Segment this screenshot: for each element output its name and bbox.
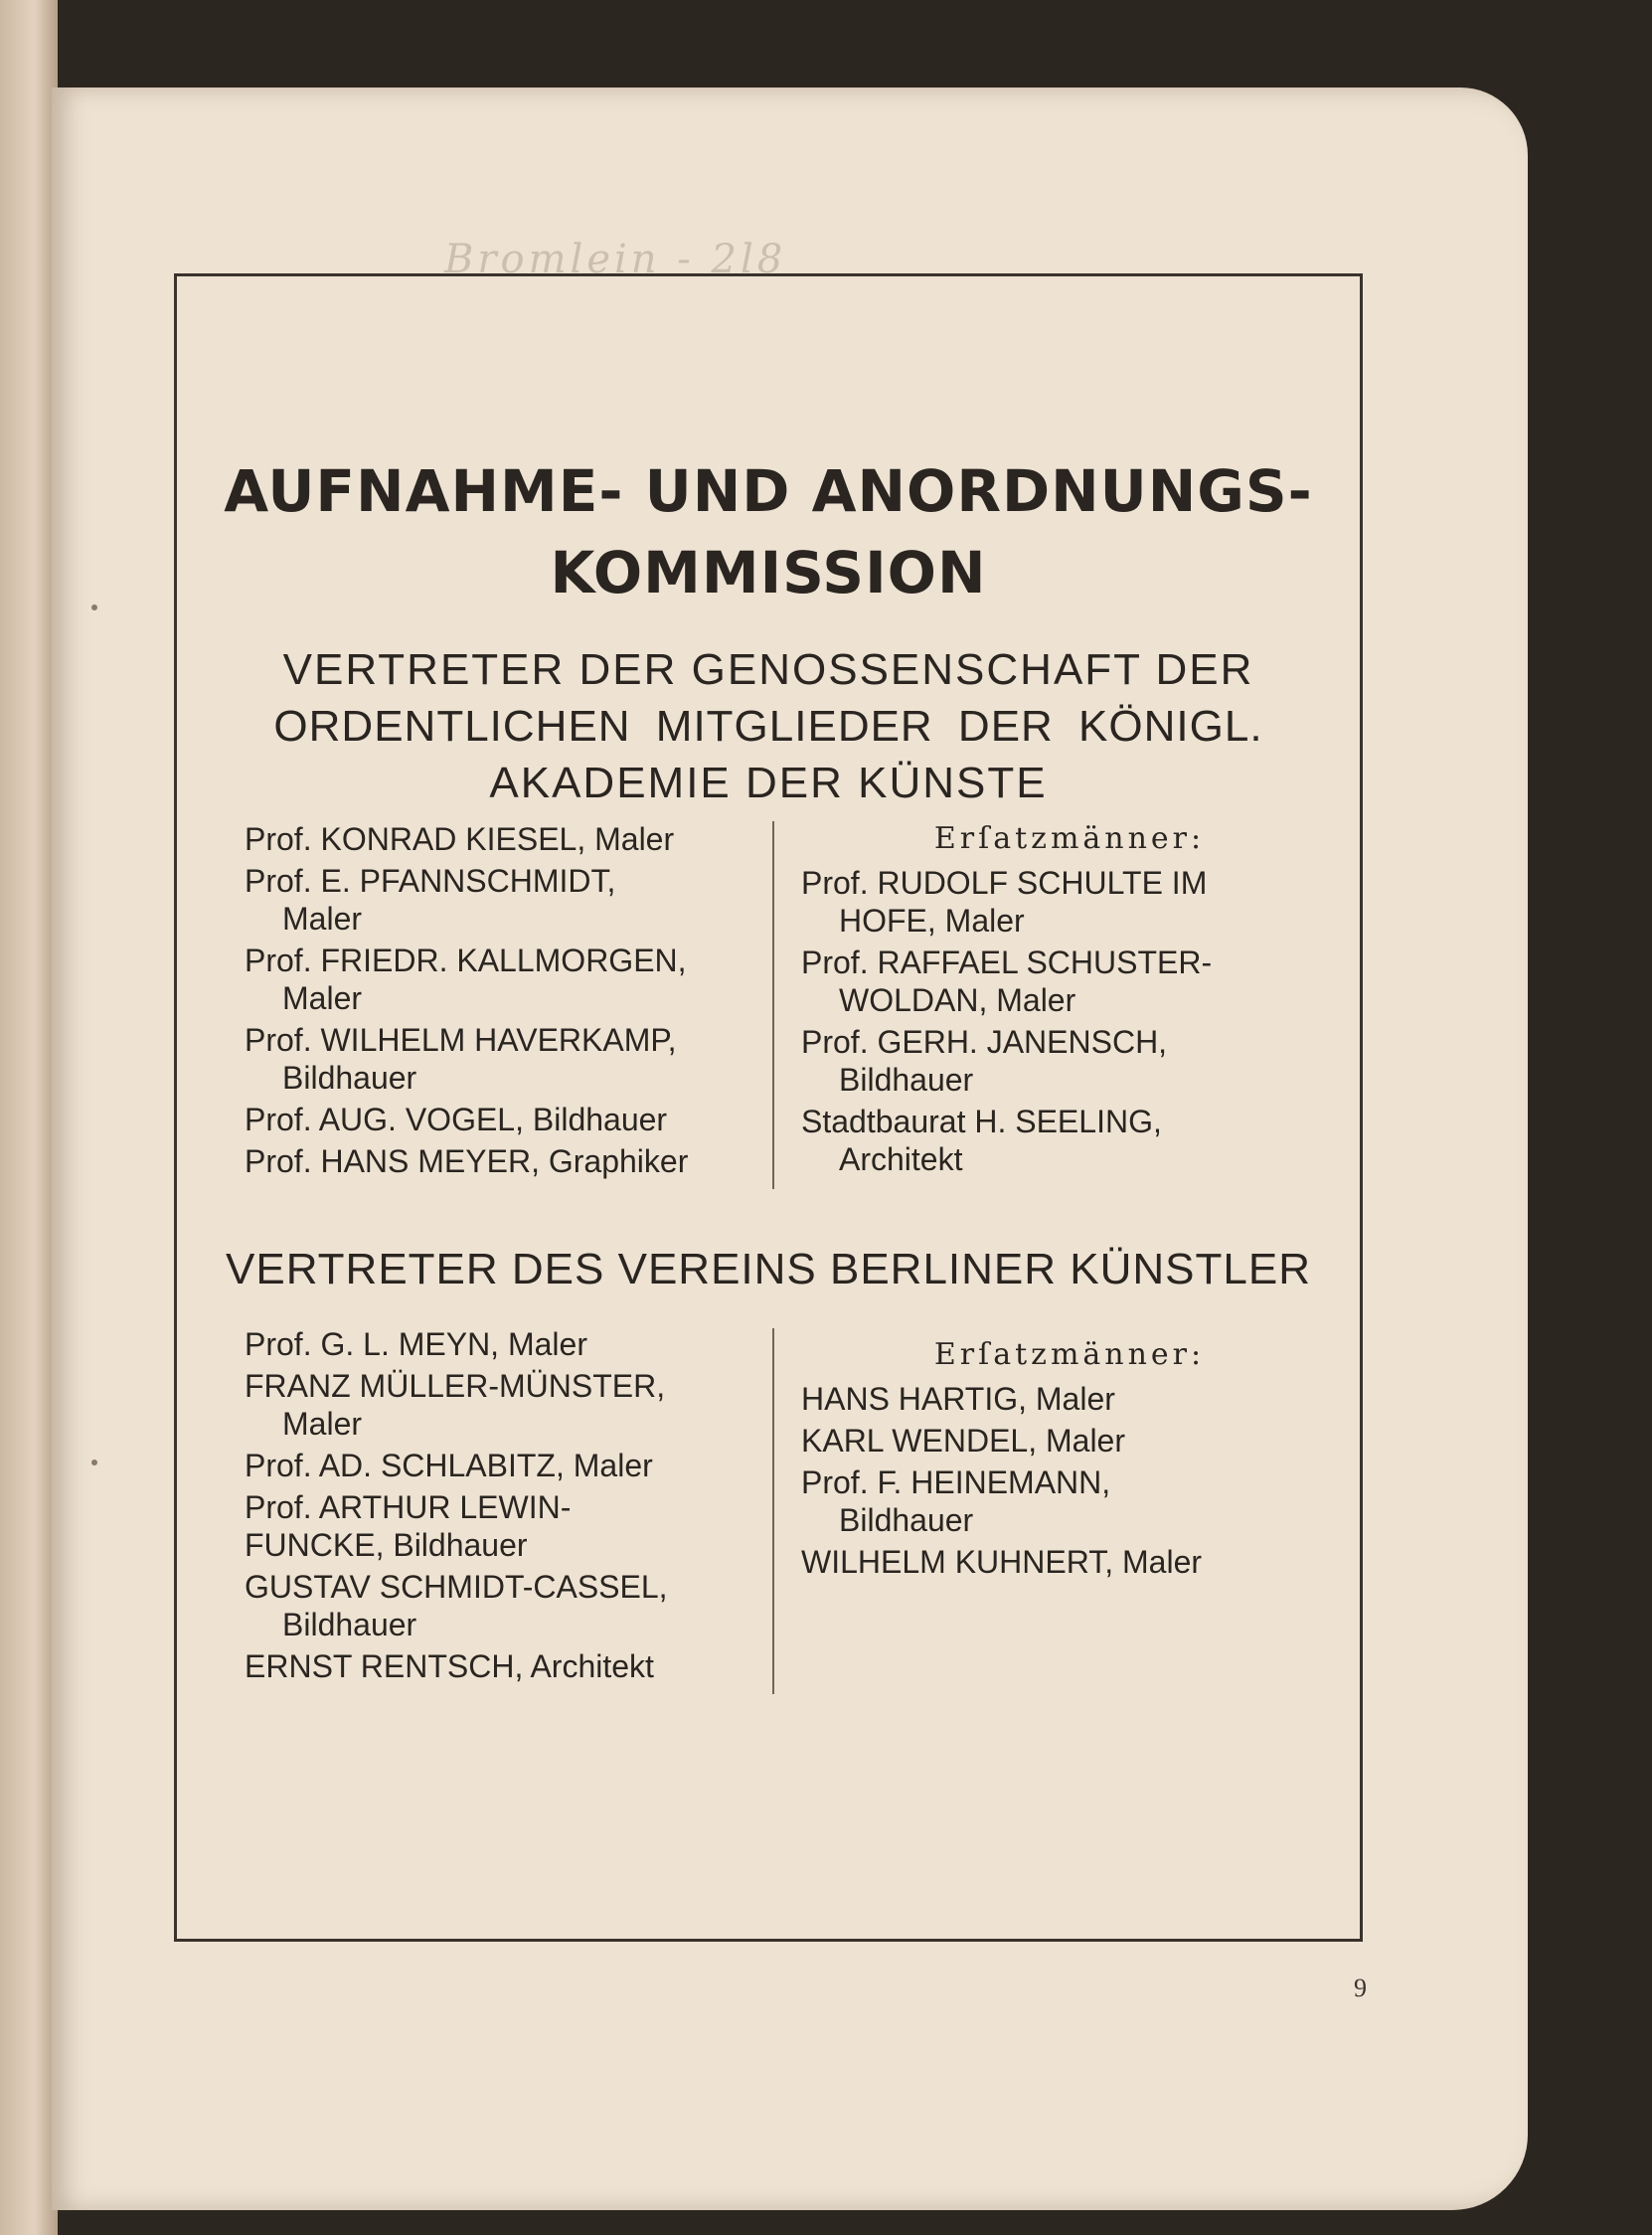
member-entry	[245, 1647, 761, 1685]
ersatz-entry	[801, 1422, 1338, 1460]
member-name: FRANZ MÜLLER-MÜNSTER,	[245, 1368, 666, 1404]
ersatz-entry	[801, 864, 1338, 940]
ersatz-role: Bildhauer	[839, 1502, 974, 1538]
member-name: Prof. KONRAD KIESEL, Maler	[245, 821, 675, 857]
member-entry	[245, 862, 761, 938]
section1-title	[177, 641, 1360, 811]
member-name: Prof. AD. SCHLABITZ, Maler	[245, 1448, 653, 1483]
ersatz-name: Prof. RUDOLF SCHULTE IM	[801, 865, 1208, 901]
member-entry	[245, 1101, 761, 1138]
content-frame	[174, 273, 1363, 1942]
section1-title-line: ORDENTLICHEN MITGLIEDER DER KÖNIGL.	[273, 702, 1263, 751]
member-name: Prof. AUG. VOGEL, Bildhauer	[245, 1102, 668, 1137]
section2-ersatz	[801, 1336, 1338, 1585]
ersatz-label: Erſatzmänner:	[933, 821, 1206, 856]
member-name: Prof. FRIEDR. KALLMORGEN,	[245, 943, 687, 978]
member-entry	[245, 1568, 761, 1643]
page-number: 9	[1354, 1974, 1367, 2002]
ersatz-name: Prof. GERH. JANENSCH,	[801, 1024, 1168, 1060]
ersatz-entry	[801, 944, 1338, 1019]
member-name: Prof. G. L. MEYN, Maler	[245, 1326, 587, 1362]
ersatz-name: Prof. RAFFAEL SCHUSTER-	[801, 945, 1213, 980]
member-role: Maler	[282, 980, 363, 1016]
member-entry	[245, 1142, 761, 1180]
member-name: Prof. E. PFANNSCHMIDT,	[245, 863, 616, 899]
ersatz-label: Erſatzmänner:	[933, 1337, 1206, 1372]
member-entry	[245, 820, 761, 858]
ersatz-entry	[801, 1103, 1338, 1178]
ersatz-name: WILHELM KUHNERT, Maler	[801, 1544, 1203, 1580]
main-heading-line: AUFNAHME- UND ANORDNUNGS-	[224, 457, 1313, 525]
member-name: Prof. HANS MEYER, Graphiker	[245, 1143, 689, 1179]
section1-title-line: AKADEMIE DER KÜNSTE	[489, 759, 1048, 807]
column-divider	[772, 1328, 774, 1694]
ersatz-name: KARL WENDEL, Maler	[801, 1423, 1125, 1459]
handwritten-note: Bromlein - 2l8	[444, 237, 787, 282]
member-role: Bildhauer	[282, 1060, 417, 1096]
member-role: Maler	[282, 1406, 363, 1442]
member-entry	[245, 1021, 761, 1097]
column-divider	[772, 821, 774, 1189]
member-entry	[245, 1325, 761, 1363]
section1-title-line: VERTRETER DER GENOSSENSCHAFT DER	[282, 645, 1254, 694]
ersatz-name: HANS HARTIG, Maler	[801, 1381, 1115, 1417]
member-role: FUNCKE, Bildhauer	[245, 1527, 528, 1563]
section1-ersatz	[801, 820, 1338, 1182]
adjacent-page-edge	[0, 0, 58, 2235]
member-name: ERNST RENTSCH, Architekt	[245, 1648, 654, 1684]
member-entry	[245, 1447, 761, 1484]
section2-members	[245, 1325, 761, 1689]
section2-title: VERTRETER DES VEREINS BERLINER KÜNSTLER	[226, 1245, 1311, 1293]
member-role: Maler	[282, 901, 363, 937]
ersatz-entry	[801, 1023, 1338, 1099]
ersatz-role: HOFE, Maler	[839, 903, 1025, 939]
member-role: Bildhauer	[282, 1607, 417, 1642]
member-name: Prof. WILHELM HAVERKAMP,	[245, 1022, 677, 1058]
ersatz-role: WOLDAN, Maler	[839, 982, 1076, 1018]
member-entry	[245, 1488, 761, 1564]
ersatz-entry	[801, 1463, 1338, 1539]
ersatz-name: Prof. F. HEINEMANN,	[801, 1464, 1111, 1500]
ersatz-entry	[801, 1380, 1338, 1418]
main-heading	[177, 450, 1360, 613]
member-entry	[245, 1367, 761, 1443]
main-heading-line: KOMMISSION	[550, 539, 987, 606]
section1-members	[245, 820, 761, 1184]
ersatz-name: Stadtbaurat H. SEELING,	[801, 1104, 1162, 1139]
member-name: Prof. ARTHUR LEWIN-	[245, 1489, 572, 1525]
member-name: GUSTAV SCHMIDT-CASSEL,	[245, 1569, 668, 1605]
ersatz-role: Bildhauer	[839, 1062, 974, 1098]
member-entry	[245, 942, 761, 1017]
ersatz-entry	[801, 1543, 1338, 1581]
ersatz-role: Architekt	[839, 1141, 963, 1177]
